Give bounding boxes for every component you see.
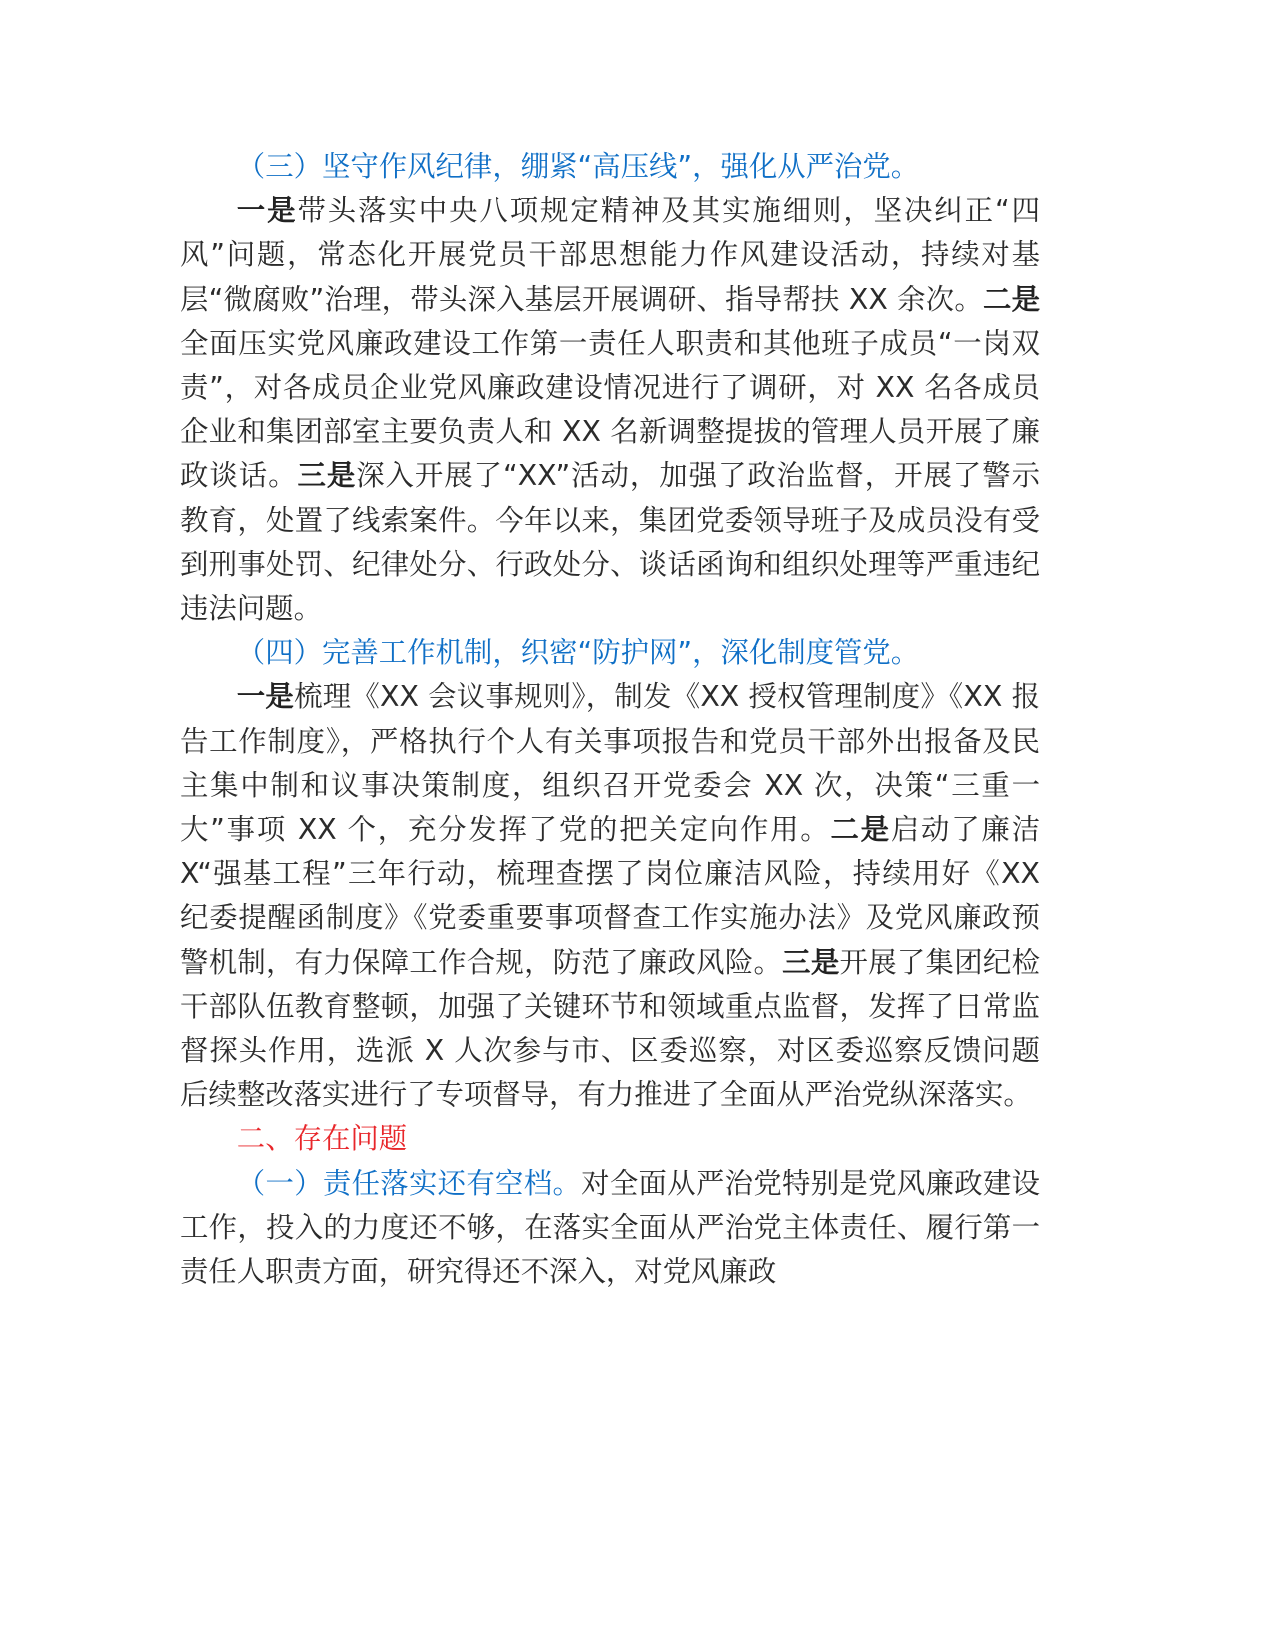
paragraph-problem-1 [180,1162,1040,1295]
lead-second: 二是 [982,282,1040,316]
section-heading-4: （四）完善工作机制，织密“防护网”，深化制度管党。 [236,636,920,670]
body-text: 梳理《XX 会议事规则》，制发《XX 授权管理制度》《XX 报告工作制度》，严格执行个人有关事项报告和党员干部外出报备及民主集中制和议事决策制度，组织召开党委会 XX 次，决策“三重一大”事项 XX 个，充分发挥了党的把关定向作用。 [180,680,1040,847]
body-text: 全面压实党风廉政建设工作第一责任人职责和其他班子成员“一岗双责”，对各成员企业党风廉政建设情况进行了调研，对 XX 名各成员企业和集团部室主要负责人和 XX 名新调整提拔的管理人员开展了廉政谈话。 [180,326,1040,493]
body-text: 启动了廉洁 X“强基工程”三年行动，梳理查摆了岗位廉洁风险，持续用好《XX 纪委提醒函制度》《党委重要事项督查工作实施办法》及党风廉政预警机制，有力保障工作合规，防范了廉政风险。 [180,813,1040,979]
body-text: 对全面从严治党特别是党风廉政建设工作，投入的力度还不够，在落实全面从严治党主体责任、履行第一责任人职责方面，研究得还不深入，对党风廉政 [180,1166,1040,1289]
paragraph-section-4 [180,675,1040,1117]
lead-first: 一是 [236,194,298,228]
body-text: 开展了集团纪检干部队伍教育整顿，加强了关键环节和领域重点监督，发挥了日常监督探头作用，选派 X 人次参与市、区委巡察，对区委巡察反馈问题后续整改落实进行了专项督导，有力推进了全面从严治党纵深落实。 [180,945,1040,1112]
paragraph-section-3 [180,189,1040,631]
body-text: 带头落实中央八项规定精神及其实施细则，坚决纠正“四风”问题，常态化开展党员干部思想能力作风建设活动，持续对基层“微腐败”治理，带头深入基层开展调研、指导帮扶 XX 余次。 [180,194,1040,316]
lead-third: 三是 [297,459,357,493]
document-page [180,145,1040,1294]
lead-second: 二是 [830,813,891,847]
section-heading-3: （三）坚守作风纪律，绷紧“高压线”，强化从严治党。 [236,150,920,183]
part-heading-problems: 二、存在问题 [236,1122,408,1156]
lead-first: 一是 [236,680,295,714]
lead-third: 三是 [782,945,840,979]
body-text: 深入开展了“XX”活动，加强了政治监督，开展了警示教育，处置了线索案件。今年以来，集团党委领导班子及成员没有受到刑事处罚、纪律处分、行政处分、谈话函询和组织处理等严重违纪违法问题。 [180,459,1040,626]
subheading-problem-1: （一）责任落实还有空档。 [236,1166,582,1200]
